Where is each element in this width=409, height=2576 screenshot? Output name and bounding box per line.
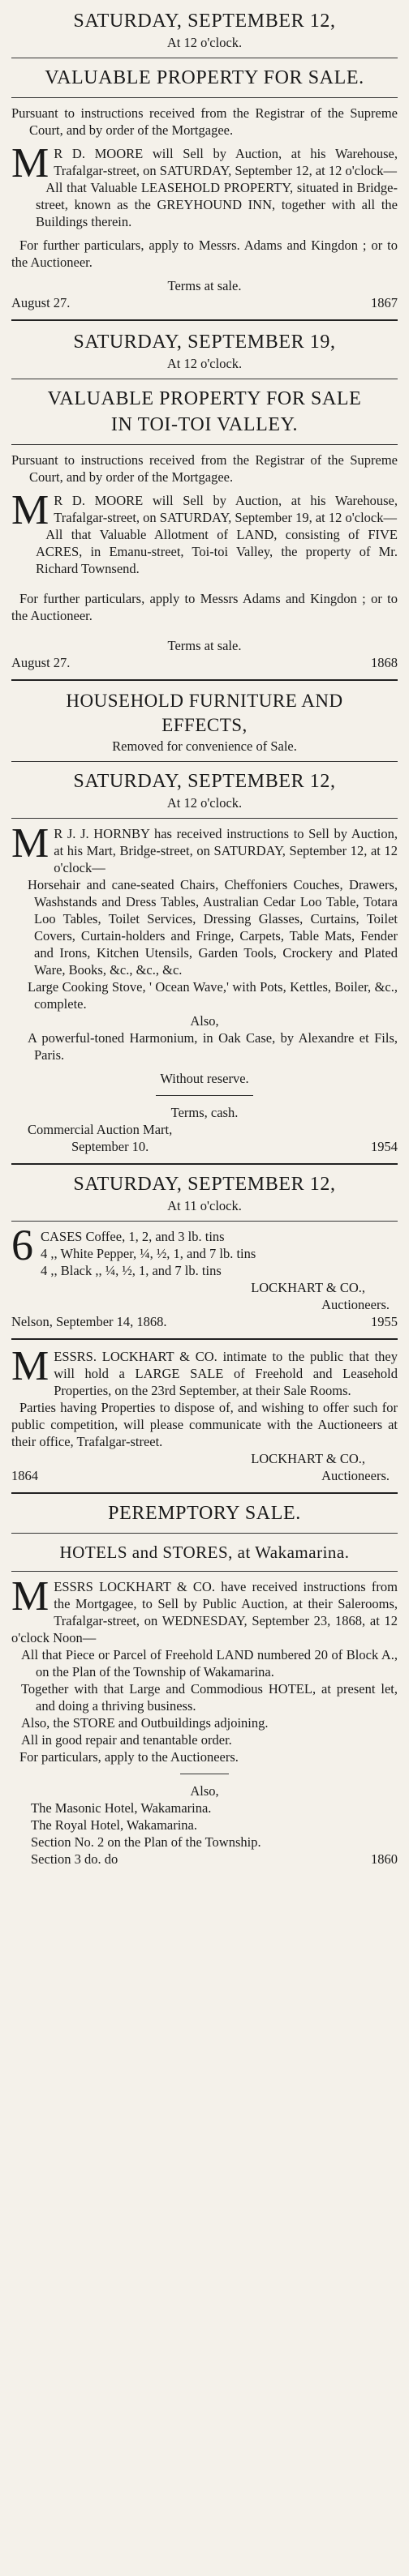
body-text: ESSRS LOCKHART & CO. have received instructions from the Mortgagee, to Sell by Public Auction, at their Salerooms, Trafalgar-street, on WEDNESDAY, September 23, 1868, at 12 o'clock Noon— — [11, 1579, 398, 1645]
divider — [11, 818, 398, 819]
hotel-masonic: The Masonic Hotel, Wakamarina. — [31, 1800, 212, 1816]
body-paragraph — [11, 1343, 398, 1399]
lot-hotel: Together with that Large and Commodious HOTEL, at present let, and doing a thriving business. — [21, 1681, 398, 1714]
divider — [11, 1533, 398, 1534]
body-paragraph — [11, 487, 398, 533]
firm-role: Auctioneers. — [321, 1468, 390, 1483]
auction-notice-toi-toi-valley — [11, 321, 398, 681]
time-line: At 12 o'clock. — [166, 795, 243, 811]
auction-notice-wakamarina — [11, 1494, 398, 1876]
firm-role: Auctioneers. — [321, 1297, 390, 1312]
divider — [11, 97, 398, 98]
divider — [11, 1571, 398, 1572]
intro-paragraph: Pursuant to instructions received from the Registrar of the Supreme Court, and by order of the Mortgagee. — [11, 452, 398, 485]
terms-line: Terms, cash. — [170, 1105, 239, 1120]
goods-line-black-pepper: 4 ,, Black ,, ¼, ½, 1, and 7 lb. tins — [41, 1263, 222, 1278]
notice-date: August 27. — [11, 655, 71, 670]
terms-line: Terms at sale. — [167, 638, 242, 653]
notice-number: 1860 — [371, 1851, 398, 1867]
date-heading: SATURDAY, SEPTEMBER 12, — [73, 771, 336, 792]
property-description: All that Valuable LEASEHOLD PROPERTY, situated in Bridge-street, known as the GREYHOUND INN, together with all the Buildings therein. — [36, 180, 398, 229]
repair-line: All in good repair and tenantable order. — [21, 1732, 232, 1748]
section-3: Section 3 do. do — [31, 1851, 118, 1867]
body-paragraph — [11, 140, 398, 186]
lot-store: Also, the STORE and Outbuildings adjoining. — [21, 1715, 269, 1731]
drop-cap: M — [11, 140, 50, 186]
body-text: R J. J. HORNBY has received instructions to Sell by Auction, at his Mart, Bridge-street, on SATURDAY, September 12, at 12 o'clock— — [54, 826, 398, 875]
firm-name: LOCKHART & CO., — [251, 1280, 365, 1295]
notice-title-line-1: VALUABLE PROPERTY FOR SALE — [47, 388, 362, 409]
date-heading: SATURDAY, SEPTEMBER 12, — [73, 11, 336, 32]
terms-line: Terms at sale. — [167, 278, 242, 293]
footer-row — [11, 1138, 398, 1155]
short-divider — [156, 1095, 253, 1096]
intro-paragraph: Pursuant to instructions received from the Registrar of the Supreme Court, and by order of the Mortgagee. — [11, 105, 398, 138]
notice-title-line-1: HOUSEHOLD FURNITURE AND — [66, 691, 343, 711]
further-particulars: For further particulars, apply to Messrs. Adams and Kingdon ; or to the Auctioneer. — [11, 237, 398, 270]
large-numeral: 6 — [11, 1221, 33, 1269]
body-text: R D. MOORE will Sell by Auction, at his Warehouse, Trafalgar-street, on SATURDAY, September 12, at 12 o'clock— — [54, 146, 398, 178]
body-text: R D. MOORE will Sell by Auction, at his Warehouse, Trafalgar-street, on SATURDAY, September 19, at 12 o'clock— — [54, 493, 398, 525]
drop-cap: M — [11, 1573, 50, 1620]
section-2: Section No. 2 on the Plan of the Township. — [31, 1834, 261, 1850]
divider — [11, 1221, 398, 1222]
notice-number: 1954 — [371, 1139, 398, 1154]
further-particulars: For particulars, apply to the Auctioneers. — [19, 1749, 239, 1765]
body-paragraph — [11, 1573, 398, 1646]
firm-name: LOCKHART & CO., — [251, 1451, 365, 1466]
footer-row — [11, 1851, 398, 1868]
notice-number: 1868 — [371, 655, 398, 670]
divider — [11, 444, 398, 445]
also-line: Also, — [190, 1013, 219, 1029]
parties-paragraph: Parties having Properties to dispose of, and wishing to offer such for public competition, will please communicate with the Auctioneers at their office, Trafalgar-street. — [11, 1400, 398, 1449]
auction-notice-large-sale — [11, 1340, 398, 1494]
notice-title: PEREMPTORY SALE. — [108, 1503, 301, 1524]
hotel-royal: The Royal Hotel, Wakamarina. — [31, 1817, 198, 1833]
time-line: At 11 o'clock. — [167, 1198, 242, 1213]
footer-row — [11, 654, 398, 671]
removed-line: Removed for convenience of Sale. — [112, 738, 297, 754]
also-line: Also, — [190, 1783, 219, 1799]
notice-title-line-2: IN TOI-TOI VALLEY. — [110, 414, 299, 435]
footer-row — [11, 294, 398, 311]
notice-date: September 10. — [71, 1139, 149, 1154]
goods-line-coffee: CASES Coffee, 1, 2, and 3 lb. tins — [41, 1229, 225, 1244]
further-particulars: For further particulars, apply to Messrs Adams and Kingdon ; or to the Auctioneer. — [11, 591, 398, 623]
notice-title-line-2: EFFECTS, — [161, 715, 248, 735]
stove-item: Large Cooking Stove, ' Ocean Wave,' with Pots, Kettles, Boiler, &c., complete. — [28, 979, 398, 1012]
date-heading: SATURDAY, SEPTEMBER 12, — [73, 1174, 336, 1195]
notice-date: August 27. — [11, 295, 71, 310]
date-heading: SATURDAY, SEPTEMBER 19, — [73, 332, 336, 353]
goods-block — [11, 1221, 398, 1279]
body-paragraph — [11, 820, 398, 876]
harmonium-item: A powerful-toned Harmonium, in Oak Case, by Alexandre et Fils, Paris. — [28, 1030, 398, 1063]
time-line: At 12 o'clock. — [166, 35, 243, 50]
property-description: All that Valuable Allotment of LAND, consisting of FIVE ACRES, in Emanu-street, Toi-toi Valley, the property of Mr. Richard Townsend. — [36, 527, 398, 576]
drop-cap: M — [11, 820, 50, 867]
drop-cap: M — [11, 487, 50, 533]
notice-number: 1955 — [371, 1314, 398, 1329]
notice-title: VALUABLE PROPERTY FOR SALE. — [45, 67, 364, 88]
notice-number: 1864 — [11, 1468, 38, 1483]
divider — [11, 761, 398, 762]
time-line: At 12 o'clock. — [166, 356, 243, 371]
auction-notice-coffee-pepper — [11, 1165, 398, 1340]
reserve-line: Without reserve. — [160, 1071, 249, 1086]
mart-line: Commercial Auction Mart, — [28, 1122, 173, 1137]
footer-row — [11, 1313, 398, 1330]
notice-subtitle: HOTELS and STORES, at Wakamarina. — [59, 1543, 350, 1562]
items-list: Horsehair and cane-seated Chairs, Cheffoniers Couches, Drawers, Washstands and Dress Tables, Australian Cedar Loo Table, Totara Loo Tables, Toilet Services, Dressing Glasses, Curtains, Toilet Covers, Curtain-holders and Fringe, Carpets, Table Mats, Fender and Irons, Kitchen Utensils, Garden Tools, Crockery and Plated Ware, Books, &c., &c., &c. — [28, 877, 398, 978]
body-text: ESSRS. LOCKHART & CO. intimate to the public that they will hold a LARGE SALE of Freehold and Leasehold Properties, on the 23rd September, at their Sale Rooms. — [54, 1349, 398, 1398]
lot-land: All that Piece or Parcel of Freehold LAND numbered 20 of Block A., on the Plan of the Township of Wakamarina. — [21, 1647, 398, 1680]
auction-notice-greyhound-inn — [11, 0, 398, 321]
drop-cap: M — [11, 1343, 50, 1389]
place-date: Nelson, September 14, 1868. — [11, 1314, 167, 1329]
notice-number: 1867 — [371, 295, 398, 310]
auction-notice-household-furniture — [11, 681, 398, 1165]
footer-row — [11, 1467, 398, 1484]
goods-line-white-pepper: 4 ,, White Pepper, ¼, ½, 1, and 7 lb. tins — [41, 1246, 256, 1261]
